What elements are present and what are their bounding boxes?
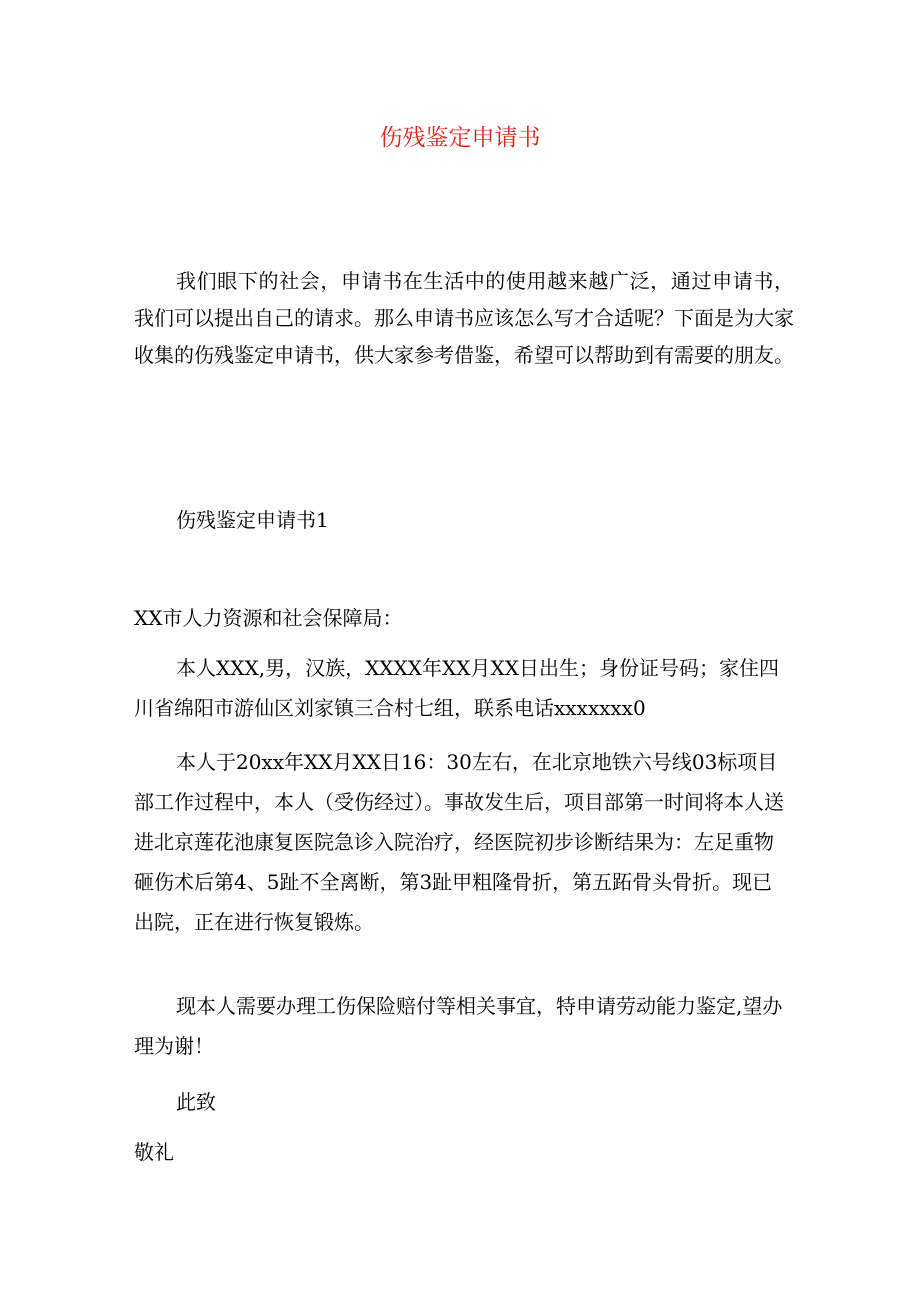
applicant-info-paragraph: 本人XXX,男，汉族，XXXX年XX月XX日出生；身份证号码；家住四川省绵阳市游仙区刘家镇三合村七组，联系电话xxxxxxx0 (134, 656, 779, 720)
closing-salutation: 敬礼 (134, 1140, 174, 1164)
intro-paragraph: 我们眼下的社会，申请书在生活中的使用越来越广泛，通过申请书，我们可以提出自己的请求。那么申请书应该怎么写才合适呢？下面是为大家收集的伤残鉴定申请书，供大家参考借鉴，希望可以帮助到有需要的朋友。 (134, 269, 794, 367)
injury-details-paragraph: 本人于20xx年XX月XX日16：30左右，在北京地铁六号线03标项目部工作过程中，本人（受伤经过）。事故发生后，项目部第一时间将本人送进北京莲花池康复医院急诊入院治疗，经医院初步诊断结果为：左足重物砸伤术后第4、5趾不全离断，第3趾甲粗隆骨折，第五跖骨头骨折。现已出院，正在进行恢复锻炼。 (134, 750, 784, 934)
addressee-line: XX市人力资源和社会保障局： (134, 606, 403, 630)
document-title: 伤残鉴定申请书 (379, 125, 541, 151)
request-paragraph: 现本人需要办理工伤保险赔付等相关事宜，特申请劳动能力鉴定,望办理为谢！ (134, 994, 783, 1058)
section-heading: 伤残鉴定申请书1 (176, 508, 329, 532)
closing-greeting: 此致 (176, 1090, 216, 1114)
